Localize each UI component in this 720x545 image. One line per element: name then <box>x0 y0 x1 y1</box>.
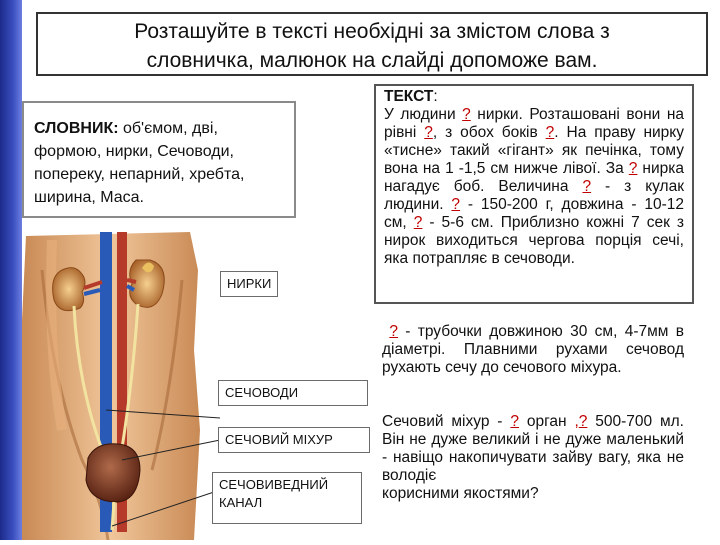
blank-marker: ? <box>389 323 398 340</box>
bladder-question: корисними якостями? <box>382 485 539 502</box>
slide-edge-decoration <box>0 0 22 540</box>
urethra-label: СЕЧОВИВЕДНИЙ КАНАЛ <box>212 472 362 524</box>
ureter-text: - трубочки довжиною 30 см, 4-7мм в діаметрі. Плавними рухами сечовод рухають сечу до сечового міхура. <box>382 323 684 376</box>
title-line-1: Розташуйте в тексті необхідні за змістом слова з <box>134 20 610 43</box>
blank-marker: ? <box>545 124 555 141</box>
text-heading-colon: : <box>433 88 438 105</box>
vocabulary-heading: СЛОВНИК: <box>34 120 119 137</box>
ureter-paragraph <box>382 323 684 377</box>
slide-title <box>36 12 708 76</box>
text-segment: - з кулак людини. <box>384 178 685 213</box>
vocabulary-words: об'ємом, дві, формою, нирки, Сечоводи, попереку, непарний, хребта, ширина, Маса. <box>34 120 245 206</box>
text-segment: У людини <box>384 106 463 123</box>
text-segment: - 150-200 г, довжина - 10-12 см, <box>384 196 684 231</box>
bladder-label: СЕЧОВИЙ МІХУР <box>218 427 370 453</box>
blank-marker: ? <box>413 214 423 231</box>
text-segment: нирка нагадує боб. Величина <box>384 160 685 195</box>
urinary-system-illustration <box>22 230 372 540</box>
kidney-text-box <box>374 84 694 304</box>
blank-marker: ? <box>424 124 433 141</box>
blank-marker: ? <box>582 178 592 195</box>
bladder-text: 500-700 мл. Він не дуже великий і не дуже маленький - навіщо накопичувати зайву вагу, яка не володіє <box>382 413 684 484</box>
bladder-paragraph <box>382 413 684 503</box>
bladder-comma: , <box>574 413 579 430</box>
text-heading: ТЕКСТ <box>384 88 434 105</box>
bladder-text: орган <box>518 413 575 430</box>
ureters-label: СЕЧОВОДИ <box>218 380 368 406</box>
text-segment: нирки. Розташовані вони на рівні <box>384 106 684 141</box>
kidneys-label: НИРКИ <box>220 271 278 297</box>
bladder-text: Сечовий міхур - <box>382 413 511 430</box>
blank-marker: ? <box>462 106 471 123</box>
vocabulary-box <box>22 101 296 218</box>
text-segment: , з обох боків <box>432 124 546 141</box>
blank-marker: ? <box>451 196 461 213</box>
text-segment: - 5-6 см. Приблизно кожні 7 сек з нирок виходиться чергова порція сечі, яка потрапляє в сечоводи. <box>384 214 684 267</box>
title-line-2: словничка, малюнок на слайді допоможе вам. <box>146 49 598 72</box>
blank-marker: ? <box>628 160 638 177</box>
blank-marker: ? <box>578 413 588 430</box>
blank-marker: ? <box>510 413 519 430</box>
text-segment: . На праву нирку «тисне» такий «гігант» як печінка, тому вона на 1 -1,5 см нижче лівої. За <box>384 124 684 177</box>
